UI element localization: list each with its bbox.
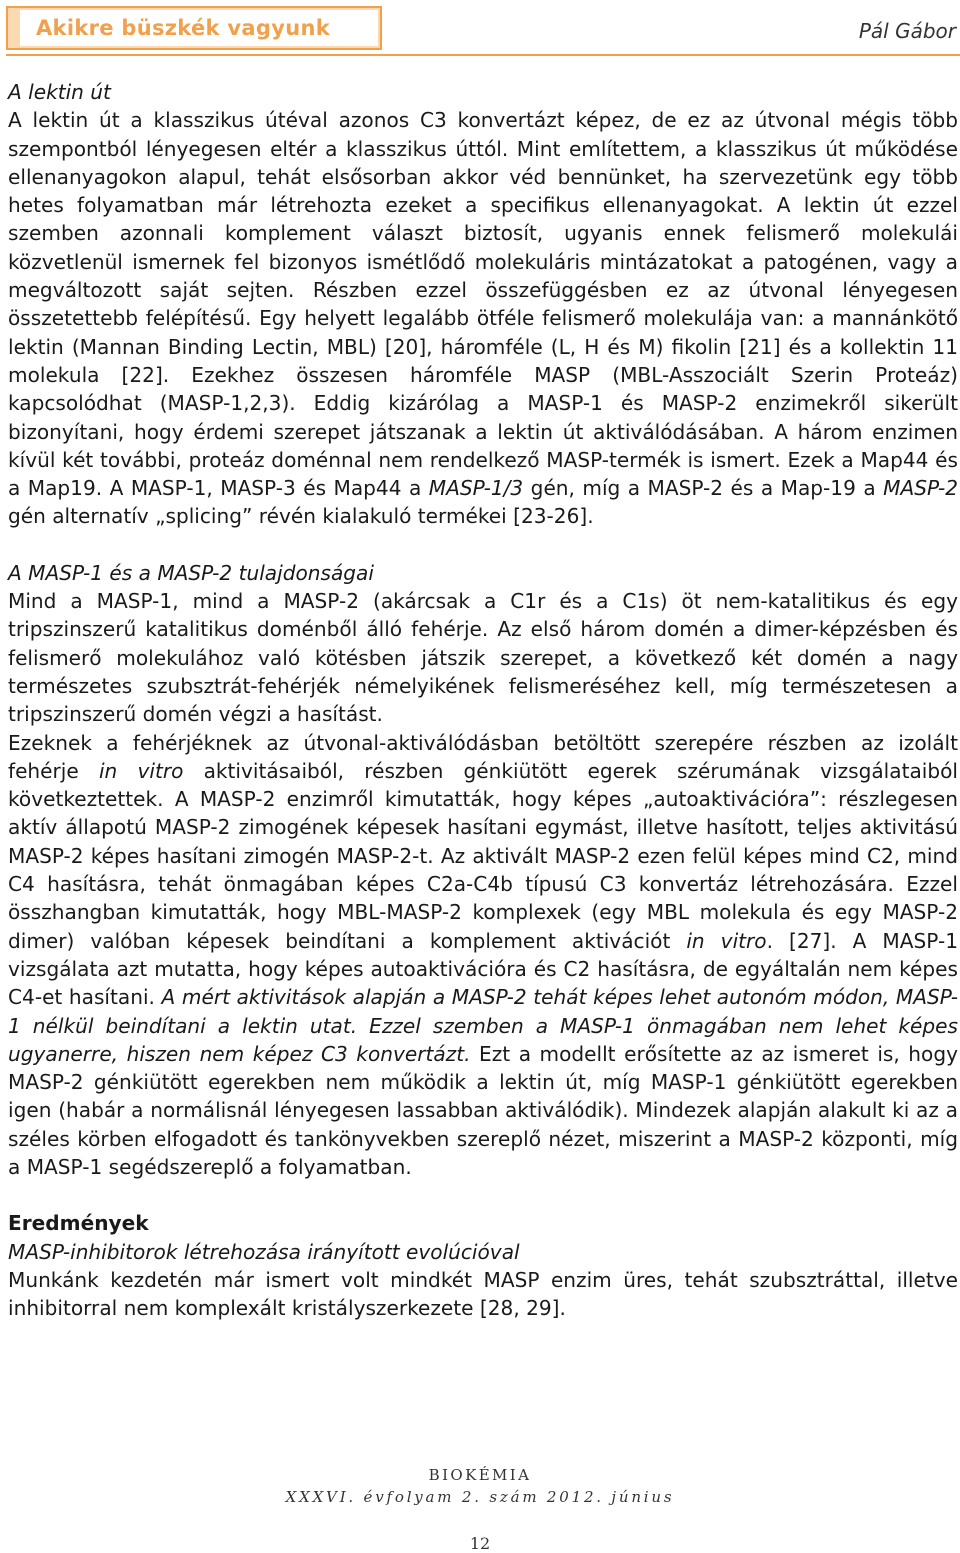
results-paragraph: Munkánk kezdetén már ismert volt mindkét MASP enzim üres, tehát szubsztráttal, illetve inhibitorral nem komplexált kristályszerkezete [28, 29]. [8,1267,958,1321]
results-heading: Eredmények [8,1211,149,1236]
lectin-paragraph [8,106,958,530]
text-run: Ezeknek a fehérjéknek az útvonal-aktiválódásban betöltött szerepére részben az izolált fehérje [8,730,958,783]
text-run: Ezt a modellt erősítette az az ismeret is, hogy MASP-2 génkiütött egerekben nem működik a lektin út, míg MASP-1 génkiütött egerekben igen (habár a normálisnál lényegesen lassabban aktiválódik). Mindezek alapján alakult ki az a széles körben elfogadott és tankönyvekben szereplő nézet, miszerint a MASP-2 központi, míg a MASP-1 segédszereplő a folyamatban. [8,1041,958,1179]
in-vitro-term: in vitro [98,758,184,783]
emphasis-text: A mért aktivitások alapján a MASP-2 tehát képes lehet autonóm módon, MASP-1 nélkül beindítani a lektin utat. Ezzel szemben a MASP-1 önmagában nem lehet képes ugyanerre, hiszen nem képez C3 konvertázt. [8,985,959,1066]
author-name: Pál Gábor [858,19,956,43]
gene-name: MASP-1/3 [428,476,524,501]
spacer [8,1181,958,1209]
gene-name: MASP-2 [883,476,958,501]
text-run: . [27]. A MASP-1 vizsgálata azt mutatta, hogy képes autoaktivációra és C2 hasításra, de egyáltalán nem képes C4-et hasítani. [8,928,958,1010]
masp-paragraph-2 [8,729,958,1182]
text-run: gén alternatív „splicing” révén kialakuló termékei [23-26]. [8,504,594,529]
masp-paragraph-1: Mind a MASP-1, mind a MASP-2 (akárcsak a C1r és a C1s) öt nem-katalitikus és egy tripszinszerű katalitikus doménből álló fehérje. Az első három domén a dimer-képzésben és felismerő molekulához való kötésben játszik szerepet, a következő két domén a nagy természetes szubsztrát-fehérjék némelyikének felismeréséhez kell, míg természetesen a tripszinszerű domén végzi a hasítást. [8,589,958,727]
section-header-box [6,6,382,50]
section-title: Akikre büszkék vagyunk [36,16,330,40]
page-number: 12 [469,1534,491,1553]
spacer [8,531,958,559]
in-vitro-term: in vitro [686,928,767,953]
text-run: aktivitásaiból, részben génkiütött egerek szérumának vizsgálataiból következtettek. A MASP-2 enzimről kimutatták, hogy képes „autoaktivációra”: részlegesen aktív állapotú MASP-2 zimogének képesek hasítani egymást, illetve hasított, teljes aktivitású MASP-2 képes hasítani zimogén MASP-2-t. Az aktivált MASP-2 ezen felül képes mind C2, mind C4 hasításra, tehát önmagában képes C2a-C4b típusú C3 konvertáz létrehozására. Ezzel összhangban kimutatták, hogy MBL-MASP-2 komplexek (egy MBL molekula és egy MASP-2 dimer) valóban képesek beindítani a komplement aktivációt [8,758,958,953]
results-subheading: MASP-inhibitorok létrehozása irányított evolúcióval [8,1239,520,1264]
section-header-inner [20,10,378,46]
journal-issue: XXXVI. évfolyam 2. szám 2012. június [285,1488,675,1506]
text-run: A lektin út a klasszikus útéval azonos C3 konvertázt képez, de ez az útvonal mégis több szempontból lényegesen eltér a klasszikus úttól. Mint említettem, a klasszikus út működése ellenanyagokon alapul, tehát elsősorban akkor véd bennünket, ha szervezetünk egy több hetes folyamatban már létrehozta ezeket a specifikus ellenanyagokat. A lektin út ezzel szemben azonnali komplement választ biztosít, ugyanis ennek felismerő molekulái közvetlenül ismernek fel bizonyos ismétlődő molekuláris mintázatokat a patogénen, vagy a megváltozott saját sejten. Részben ezzel összefüggésben ez az útvonal lényegesen összetettebb felépítésű. Egy helyett legalább ötféle felismerő molekulája van: a mannánkötő lektin (Mannan Binding Lectin, MBL) [20], háromféle (L, H és M) fikolin [21] és a kollektin 11 molekula [22]. Ezekhez összesen háromféle MASP (MBL-Asszociált Szerin Proteáz) kapcsolódhat (MASP-1,2,3). Eddig kizárólag a MASP-1 és MASP-2 enzimekről sikerült bizonyítani, hogy érdemi szerepet játszanak a lektin út aktiválódásában. A három enzimen kívül két további, proteáz doménnal nem rendelkező MASP-termék is ismert. Ezek a Map44 és a Map19. A MASP-1, MASP-3 és Map44 a [8,108,958,501]
article-body [8,78,958,1322]
text-run: gén, míg a MASP-2 és a Map-19 a [523,476,884,501]
masp-heading: A MASP-1 és a MASP-2 tulajdonságai [8,560,374,585]
header-rule [6,54,960,56]
journal-name: BIOKÉMIA [428,1466,532,1484]
lectin-heading: A lektin út [8,80,111,104]
